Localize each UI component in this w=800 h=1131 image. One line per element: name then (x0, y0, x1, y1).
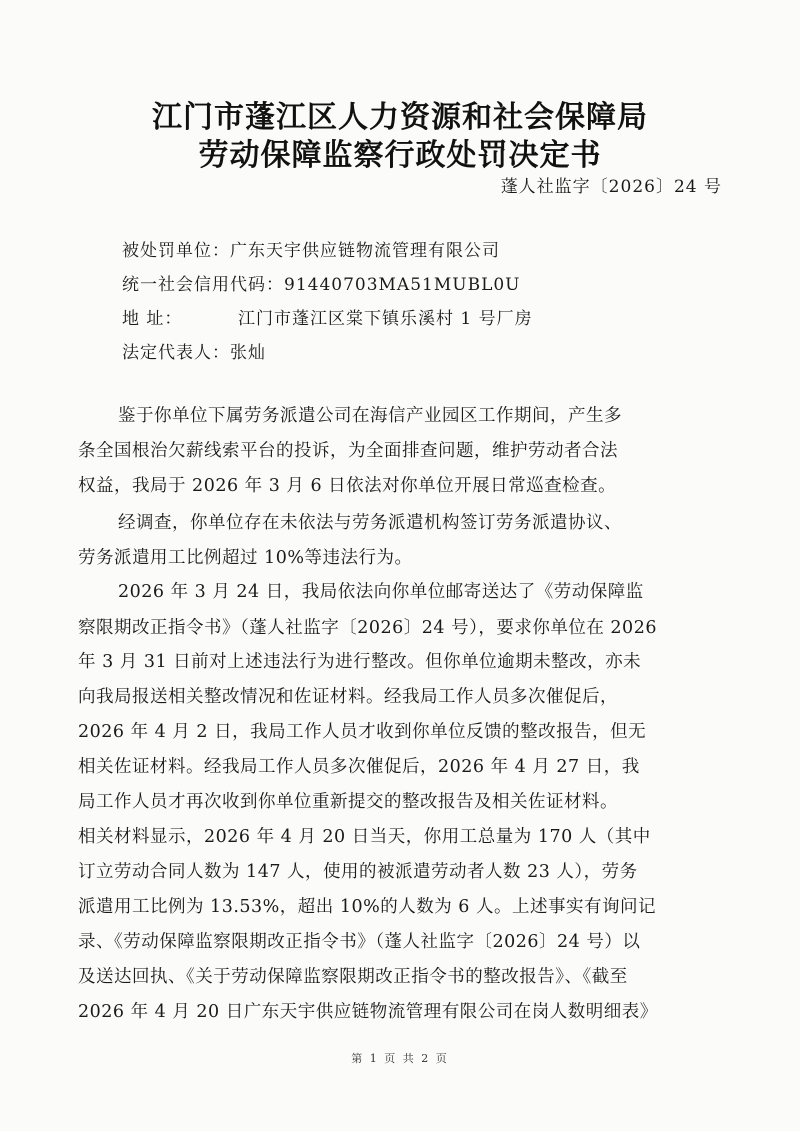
body-line: 派遣用工比例为 13.53%，超出 10%的人数为 6 人。上述事实有询问记 (78, 897, 657, 917)
body-line: 相关佐证材料。经我局工作人员多次催促后，2026 年 4 月 27 日，我 (78, 757, 640, 777)
credit-code: 统一社会信用代码：91440703MA51MUBL0U (122, 275, 521, 295)
body-line: 劳务派遣用工比例超过 10%等违法行为。 (78, 548, 413, 568)
body-line: 察限期改正指令书》（蓬人社监字〔2026〕24 号），要求你单位在 2026 (78, 618, 657, 638)
body-line: 2026 年 4 月 2 日，我局工作人员才收到你单位反馈的整改报告，但无 (78, 722, 647, 742)
body-line: 权益，我局于 2026 年 3 月 6 日依法对你单位开展日常巡查检查。 (78, 476, 617, 496)
body-line: 条全国根治欠薪线索平台的投诉，为全面排查问题，维护劳动者合法 (78, 441, 618, 461)
penalized-unit: 被处罚单位：广东天宇供应链物流管理有限公司 (122, 241, 500, 261)
legal-representative: 法定代表人：张灿 (122, 343, 266, 363)
body-line: 鉴于你单位下属劳务派遣公司在海信产业园区工作期间，产生多 (118, 406, 622, 426)
body-line: 录、《劳动保障监察限期改正指令书》（蓬人社监字〔2026〕24 号）以 (78, 932, 641, 952)
body-line: 订立劳动合同人数为 147 人，使用的被派遣劳动者人数 23 人），劳务 (78, 862, 638, 882)
body-line: 局工作人员才再次收到你单位重新提交的整改报告及相关佐证材料。 (78, 792, 618, 812)
page-footer: 第 1 页 共 2 页 (351, 1052, 449, 1065)
body-line: 向我局报送相关整改情况和佐证材料。经我局工作人员多次催促后， (78, 687, 618, 707)
document-title-line2: 劳动保障监察行政处罚决定书 (198, 138, 602, 173)
body-line: 2026 年 3 月 24 日，我局依法向你单位邮寄送达了《劳动保障监 (118, 582, 644, 602)
document-number: 蓬人社监字〔2026〕24 号 (500, 177, 722, 197)
address-row (122, 304, 533, 329)
address-value: 江门市蓬江区棠下镇乐溪村 1 号厂房 (238, 309, 533, 329)
address-label: 地 址： (122, 309, 183, 329)
body-line: 年 3 月 31 日前对上述违法行为进行整改。但你单位逾期未整改，亦未 (78, 652, 642, 672)
body-line: 经调查，你单位存在未依法与劳务派遣机构签订劳务派遣协议、 (118, 513, 622, 533)
body-line: 及送达回执、《关于劳动保障监察限期改正指令书的整改报告》、《截至 (78, 967, 628, 987)
body-line: 2026 年 4 月 20 日广东天宇供应链物流管理有限公司在岗人数明细表》 (78, 1002, 658, 1022)
body-line: 相关材料显示，2026 年 4 月 20 日当天，你用工总量为 170 人（其中 (78, 827, 651, 847)
document-title-line1: 江门市蓬江区人力资源和社会保障局 (152, 100, 648, 135)
